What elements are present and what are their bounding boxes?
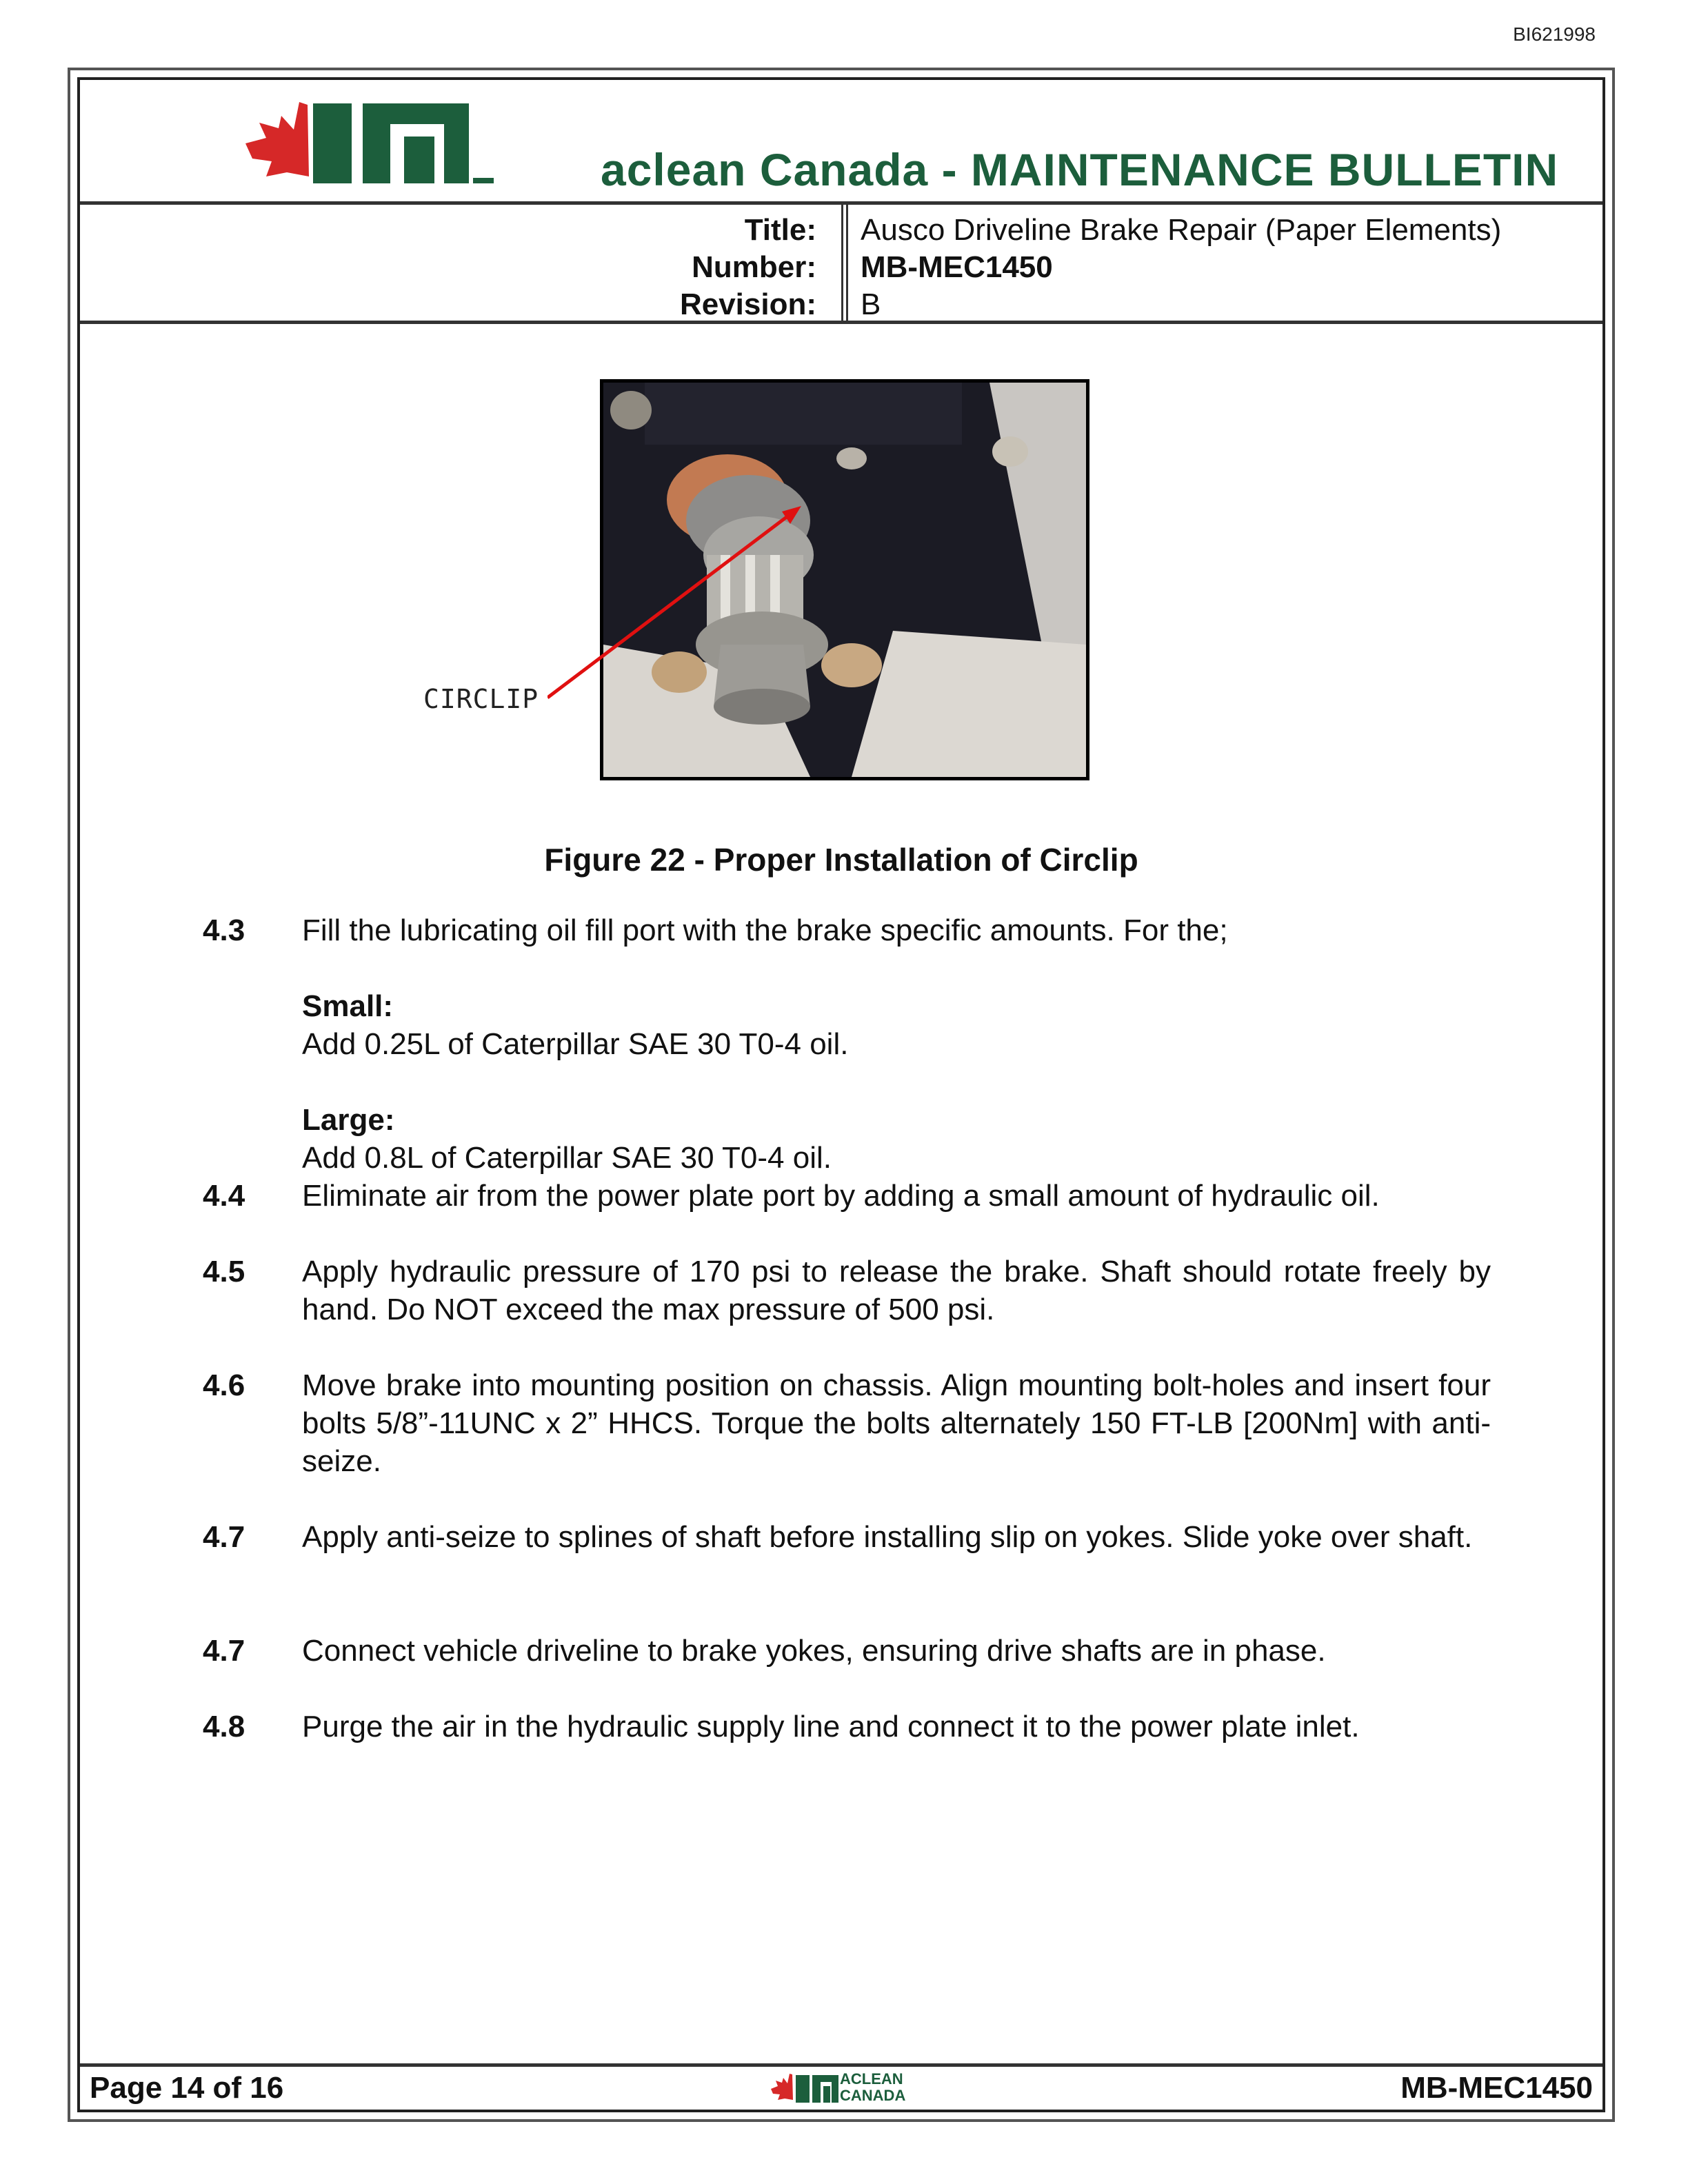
page-frame-inner bbox=[77, 77, 1605, 2112]
footer-logo-line1: ACLEAN bbox=[840, 2070, 903, 2087]
step-text: Apply hydraulic pressure of 170 psi to release the brake. Shaft should rotate freely by hand. Do NOT exceed the max pressure of 500 psi. bbox=[302, 1255, 1491, 1326]
step-number: 4.3 bbox=[203, 913, 245, 947]
footer bbox=[80, 2063, 1602, 2110]
step-text: Connect vehicle driveline to brake yokes, ensuring drive shafts are in phase. bbox=[302, 1634, 1326, 1668]
figure-caption: Figure 22 - Proper Installation of Circlip bbox=[544, 842, 1138, 878]
title-label: Title: bbox=[744, 213, 816, 247]
meta-divider bbox=[841, 205, 848, 321]
page-frame bbox=[68, 68, 1615, 2122]
circlip-callout: CIRCLIP bbox=[423, 684, 539, 714]
bulletin-title: aclean Canada - MAINTENANCE BULLETIN bbox=[601, 144, 1559, 195]
header-band bbox=[80, 80, 1602, 205]
revision-value: B bbox=[861, 287, 881, 321]
callout-arrow-icon bbox=[547, 491, 892, 725]
step-number: 4.6 bbox=[203, 1368, 245, 1402]
large-label: Large: bbox=[302, 1103, 395, 1137]
step-number: 4.8 bbox=[203, 1710, 245, 1743]
step-text: Apply anti-seize to splines of shaft before installing slip on yokes. Slide yoke over shaft. bbox=[302, 1520, 1473, 1554]
small-text: Add 0.25L of Caterpillar SAE 30 T0-4 oil. bbox=[302, 1027, 849, 1061]
step-text: Eliminate air from the power plate port by adding a small amount of hydraulic oil. bbox=[302, 1179, 1380, 1213]
meta-table bbox=[80, 205, 1602, 324]
step-number: 4.4 bbox=[203, 1179, 245, 1213]
step-number: 4.5 bbox=[203, 1255, 245, 1288]
page-number: Page 14 of 16 bbox=[90, 2071, 284, 2105]
number-label: Number: bbox=[692, 250, 816, 284]
footer-bulletin-number: MB-MEC1450 bbox=[1400, 2071, 1593, 2105]
step-text: Purge the air in the hydraulic supply line and connect it to the power plate inlet. bbox=[302, 1710, 1360, 1743]
footer-logo-text bbox=[840, 2071, 905, 2104]
step-text: Fill the lubricating oil fill port with the brake specific amounts. For the; bbox=[302, 913, 1228, 947]
large-text: Add 0.8L of Caterpillar SAE 30 T0-4 oil. bbox=[302, 1141, 832, 1175]
step-number: 4.7 bbox=[203, 1520, 245, 1554]
small-label: Small: bbox=[302, 989, 394, 1023]
footer-logo-line2: CANADA bbox=[840, 2087, 906, 2104]
title-value: Ausco Driveline Brake Repair (Paper Elements) bbox=[861, 213, 1502, 247]
revision-label: Revision: bbox=[679, 287, 816, 321]
step-text: Move brake into mounting position on chassis. Align mounting bolt-holes and insert four bolts 5/8”-11UNC x 2” HHCS. Torque the bolts alternately 150 FT-LB [200Nm] with anti-seize. bbox=[302, 1368, 1491, 1478]
number-value: MB-MEC1450 bbox=[861, 250, 1053, 284]
document-id: BI621998 bbox=[1513, 23, 1596, 45]
step-number: 4.7 bbox=[203, 1634, 245, 1668]
